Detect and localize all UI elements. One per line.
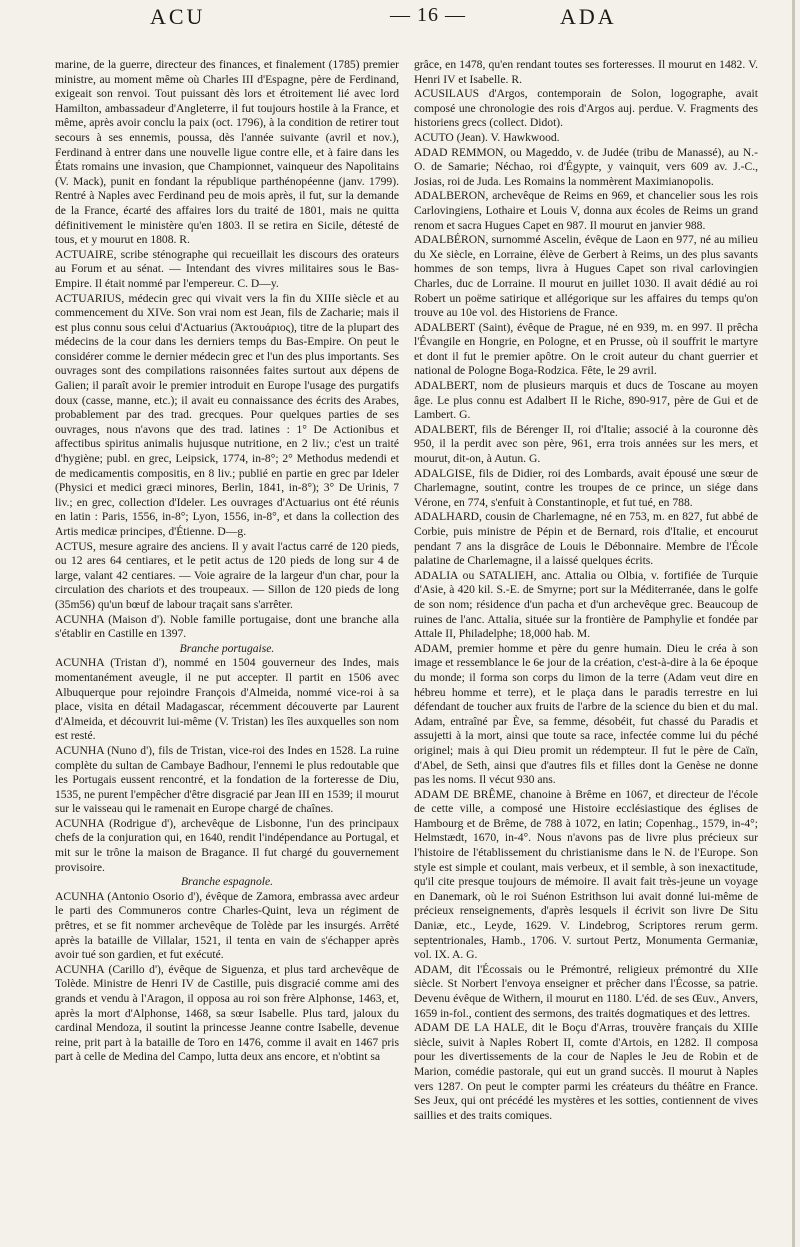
dictionary-entry: ACUNHA (Nuno d'), fils de Tristan, vice-roi des Indes en 1528. La ruine complète du sultan de Cambaye Badhour, l'ennemi le plus redoutable que les Portugais eussent rencontré, et la fondation de la forteresse de Diu, 1535, ne purent l'empêcher d'être disgracié par Jean III en 1539; il mourut sur le vaisseau qui le ramenait en Europe chargé de chaînes. <box>55 743 399 816</box>
section-subheading: Branche portugaise. <box>179 641 275 655</box>
dictionary-entry: ADAM DE LA HALE, dit le Boçu d'Arras, trouvère français du XIIIe siècle, suivit à Naples Robert II, comte d'Artois, en 1282. Il composa pour les divertissements de la cour de Naples le Jeu de Robin et de Marion, comédie pastorale, qui eut un grand succès. Il mourut à Naples vers 1287. On peut le compter parmi les créateurs du théâtre en France. Ses Jeux, qui ont précédé les mystères et les sotties, contiennent de vives saillies et des traits comiques. <box>414 1021 758 1122</box>
dictionary-entry: grâce, en 1478, qu'en rendant toutes ses forteresses. Il mourut en 1482. V. Henri IV et Isabelle. R. <box>414 58 758 86</box>
dictionary-entry: ADALGISE, fils de Didier, roi des Lombards, avait épousé une sœur de Charlemagne, soutint, contre les troupes de ce prince, un siége dans Vérone, en 774, s'enfuit à Constantinople, et fut tué, en 788. <box>414 466 758 509</box>
dictionary-entry: ACTUS, mesure agraire des anciens. Il y avait l'actus carré de 120 pieds, ou 12 ares 64 centiares, et le petit actus de 120 pieds de long sur 4 de large, valant 42 centiares. — Voie agraire de la largeur d'un char, pour la circulation des chariots et des troupeaux. — Sillon de 120 pieds de long (35m56) qu'un bœuf de labour traçait sans s'arrêter. <box>55 539 399 611</box>
dictionary-entry: ADALBERON, archevêque de Reims en 969, et chancelier sous les rois Carlovingiens, Lothaire et Louis V, donna aux écoles de Reims un grand renom et sacra Hugues Capet en 987. Il mourut en janvier 988. <box>414 189 758 232</box>
page-header <box>50 4 780 44</box>
dictionary-entry: ACUTO (Jean). V. Hawkwood. <box>414 130 560 144</box>
dictionary-entry: ADAM, premier homme et père du genre humain. Dieu le créa à son image et ressemblance le 6e jour de la création, c'est-à-dire à la 6e époque du monde; il forma son corps du limon de la terre (Adam veut dire en hébreu homme et terre), et le plaça dans le paradis terrestre en lui défendant de toucher aux fruits de l'arbre de la science du bien et du mal. Adam, entraîné par Ève, sa femme, désobéit, fut chassé du Paradis et assujetti à la mort, ainsi que toute sa race, infectée comme lui du péché originel; mais à qui Dieu promit un rédempteur. Il fut le père de Caïn, d'Abel, de Seth, ainsi que d'autres fils et filles dont la Genèse ne donne pas les noms. Il vécut 930 ans. <box>414 641 758 787</box>
section-subheading: Branche espagnole. <box>180 875 274 889</box>
dictionary-entry: marine, de la guerre, directeur des finances, et finalement (1785) premier ministre, au moment même où Charles III d'Espagne, père de Ferdinand, exigeait son renvoi. Tout puissant dès lors et étroitement lié avec lord Hamilton, ambassadeur d'Angleterre, il fut toujours hostile à la France, et même, après avoir conclu la paix (oct. 1796), à la condition de retirer tout secours à ses ennemis, poussa, dès l'année suivante (avril et nov.), Ferdinand à entrer dans une nouvelle ligue contre elle, et à faire dans les États romains une invasion, que Championnet, vainqueur des Napolitains (V. Mack), punit en fondant la république parthénopéenne (janv. 1799). Rentré à Naples avec Ferdinand peu de mois après, il fut, sur la demande de la France, écarté des affaires lors du traité de 1801, mais ne quitta définitivement le ministère qu'en 1803. Il se retira en Sicile, détesté de tous, et y mourut en 1808. R. <box>55 58 399 247</box>
dictionary-entry: ADALBERT, fils de Bérenger II, roi d'Italie; associé à la couronne dès 950, il la perdit avec son père, 961, erra trois années sur les mers, et mourut, dit-on, à Autun. G. <box>414 422 758 466</box>
dictionary-entry: ADALBERT, nom de plusieurs marquis et ducs de Toscane au moyen âge. Le plus connu est Adalbert II le Riche, 890-917, père de Gui et de Lambert. G. <box>414 379 758 422</box>
right-column <box>414 58 758 1238</box>
header-left-guideword: ACU <box>150 4 206 29</box>
dictionary-entry: ADAD REMMON, ou Mageddo, v. de Judée (tribu de Manassé), au N.-O. de Samarie; Néchao, roi d'Égypte, y vainquit, vers 609 av. J.-C., Josias, roi de Juda. Les Romains la nommèrent Maximianopolis. <box>414 145 758 188</box>
dictionary-entry: ACUNHA (Rodrigue d'), archevêque de Lisbonne, l'un des principaux chefs de la conjuration qui, en 1640, rendit l'indépendance au Portugal, et mit sur le trône la maison de Bragance. Il fut chargé du gouvernement provisoire. <box>55 816 399 874</box>
dictionary-entry: ACUNHA (Antonio Osorio d'), évêque de Zamora, embrassa avec ardeur le parti des Communeros contre Charles-Quint, leva un régiment de prêtres, et se fit nommer archevêque de Tolède par les insurgés. Arrêté après la bataille de Villalar, 1521, il tenta en vain de s'échapper après avoir tué son gardien, et fut exécuté. <box>55 889 399 962</box>
left-column <box>55 58 399 1238</box>
dictionary-entry: ADALBERT (Saint), évêque de Prague, né en 939, m. en 997. Il prêcha l'Évangile en Hongrie, en Pologne, et en Prusse, où il souffrit le martyre et dont il fut le premier apôtre. On le croit auteur du chant guerrier et national de Pologne Boga-Rodzica. Fête, le 29 avril. <box>414 320 758 378</box>
dictionary-entry: ACUNHA (Tristan d'), nommé en 1504 gouverneur des Indes, mais momentanément aveugle, il ne put accepter. Il partit en 1506 avec Albuquerque pour rejoindre François d'Almeida, nommé vice-roi à sa place, visita en détail Madagascar, récemment découverte par Laurent d'Almeida, et découvrit lui-même (V. Tristan) les îles auxquelles son nom est resté. <box>55 656 399 743</box>
dictionary-entry: ADAM DE BRÊME, chanoine à Brême en 1067, et directeur de l'école de cette ville, a composé une Histoire ecclésiastique des églises de Hambourg et de Brême, de 788 à 1072, en latin; Copenhag., 1579, in-4°; Helmstædt, 1670, in-4°. Nous n'avons pas de livre plus précieux sur l'histoire de l'établissement du christianisme dans le N. de l'Europe. Son style est simple et coulant, mais verbeux, et il semble, à son inexactitude, qu'il cite presque toujours de mémoire. Il avait fait très-jeune un voyage en Danemark, où le roi Suénon Estrithson lui avait donné lui-même de précieux renseignements, d'après lesquels il écrivit son livre De Situ Daniæ, etc., Leyde, 1629. V. Lindebrog, Scriptores rerum germ. septentrionales, Hamb., 1706. V. surtout Pertz, Monumenta Germaniæ, vol. IX. A. G. <box>414 787 758 962</box>
dictionary-entry: ACTUAIRE, scribe sténographe qui recueillait les discours des orateurs au Forum et au sénat. — Intendant des vivres militaires sous le Bas-Empire. Il était nommé par l'empereur. C. D—y. <box>55 247 399 290</box>
header-right-guideword: ADA <box>560 4 617 29</box>
dictionary-entry: ADAM, dit l'Écossais ou le Prémontré, religieux prémontré du XIIe siècle. St Norbert l'envoya enseigner et prêcher dans l'Écosse, sa patrie. Devenu évêque de Withern, il mourut en 1180. L'éd. de ses Œuv., Anvers, 1659 in-fol., contient des sermons, des traités dogmatiques et des lettres. <box>414 962 758 1020</box>
dictionary-entry: ACUNHA (Carillo d'), évêque de Siguenza, et plus tard archevêque de Tolède. Ministre de Henri IV de Castille, puis disgracié comme ami des grands et vendu à l'Aragon, il opposa au roi son frère Alphonse, 1463, et, après la mort d'Alphonse, 1468, sa sœur Isabelle. Plus tard, jaloux du cardinal Mendoza, il soutint la princesse Jeanne contre Isabelle, devenue reine, prit part à la bataille de Toro en 1476, comme il avait en 1467 pris part à celle de Medina del Campo, lutta deux ans encore, et n'obtint sa <box>55 962 399 1064</box>
page-edge <box>792 0 795 1247</box>
dictionary-entry: ADALHARD, cousin de Charlemagne, né en 753, m. en 827, fut abbé de Corbie, puis ministre de Pépin et de Bernard, rois d'Italie, et encourut pendant 7 ans la disgrâce de Louis le Débonnaire. Membre de l'École palatine de Charlemagne, il a laissé quelques écrits. <box>414 510 758 568</box>
dictionary-entry: ACUSILAUS d'Argos, contemporain de Solon, logographe, avait composé une chronologie des rois d'Argos auj. perdue. V. Fragments des historiens grecs (collect. Didot). <box>414 87 758 130</box>
dictionary-entry: ACTUARIUS, médecin grec qui vivait vers la fin du XIIIe siècle et au commencement du XIVe. Son vrai nom est Jean, fils de Zacharie; mais il est plus connu sous celui d'Actuarius (Ἀκτουάριος), titre de la plupart des médecins de la cour dans les derniers temps du Bas-Empire. On peut le considérer comme le dernier médecin grec et l'un des plus importants. Ses ouvrages sont des compilations raisonnées faites surtout aux dépens de Galien; il paraît avoir le premier introduit en Europe l'usage des purgatifs doux (casse, manne, etc.); il avait eu connaissance des écrits des Arabes, probablement par des trad. grecques. Pour quelques parties de ses ouvrages, nous n'avons que des trad. latines : 1° De Actionibus et affectibus spiritus animalis hujusque nutritione, en 2 liv.; c'est un traité d'hygiène; publ. en grec, Leipsick, 1774, in-8°; 2° Methodus medendi et de medicamentis compositis, en 8 liv.; publié en partie en grec par Ideler (Physici et medici græci minores, Berlin, 1841, in-8°); 3° De Urinis, 7 liv.; en grec, collection d'Ideler. Les ouvrages d'Actuarius ont été réunis en latin : Paris, 1556, in-8°; Lyon, 1556, in-8°, et dans la collection des Artis medicæ principes, d'Étienne. D—g. <box>55 291 399 538</box>
dictionary-entry: ACUNHA (Maison d'). Noble famille portugaise, dont une branche alla s'établir en Castille en 1397. <box>55 612 399 641</box>
dictionary-entry: ADALBÉRON, surnommé Ascelin, évêque de Laon en 977, né au milieu du Xe siècle, en Lorraine, élève de Gerbert à Reims, un des plus savants hommes de son temps, livra à Hugues Capet son rival carlovingien Charles, duc de Lorraine. Il mourut en juillet 1030. Il avait dédié au roi Robert un poëme satirique et allégorique sur les affaires du temps qu'on trouve au 10e vol. des Historiens de France. <box>414 233 758 320</box>
page-number: — 16 — <box>390 4 466 26</box>
dictionary-entry: ADALIA ou SATALIEH, anc. Attalia ou Olbia, v. fortifiée de Turquie d'Asie, à 420 kil. S.-E. de Smyrne; port sur la Méditerranée, dans le golfe de son nom; résidence d'un pacha et d'un archevêque grec. Beaucoup de ruines de l'anc. Attalia, située sur la frontière de Pamphylie et fondée par Attale II, Philadelphe; 18,000 hab. M. <box>414 568 758 641</box>
